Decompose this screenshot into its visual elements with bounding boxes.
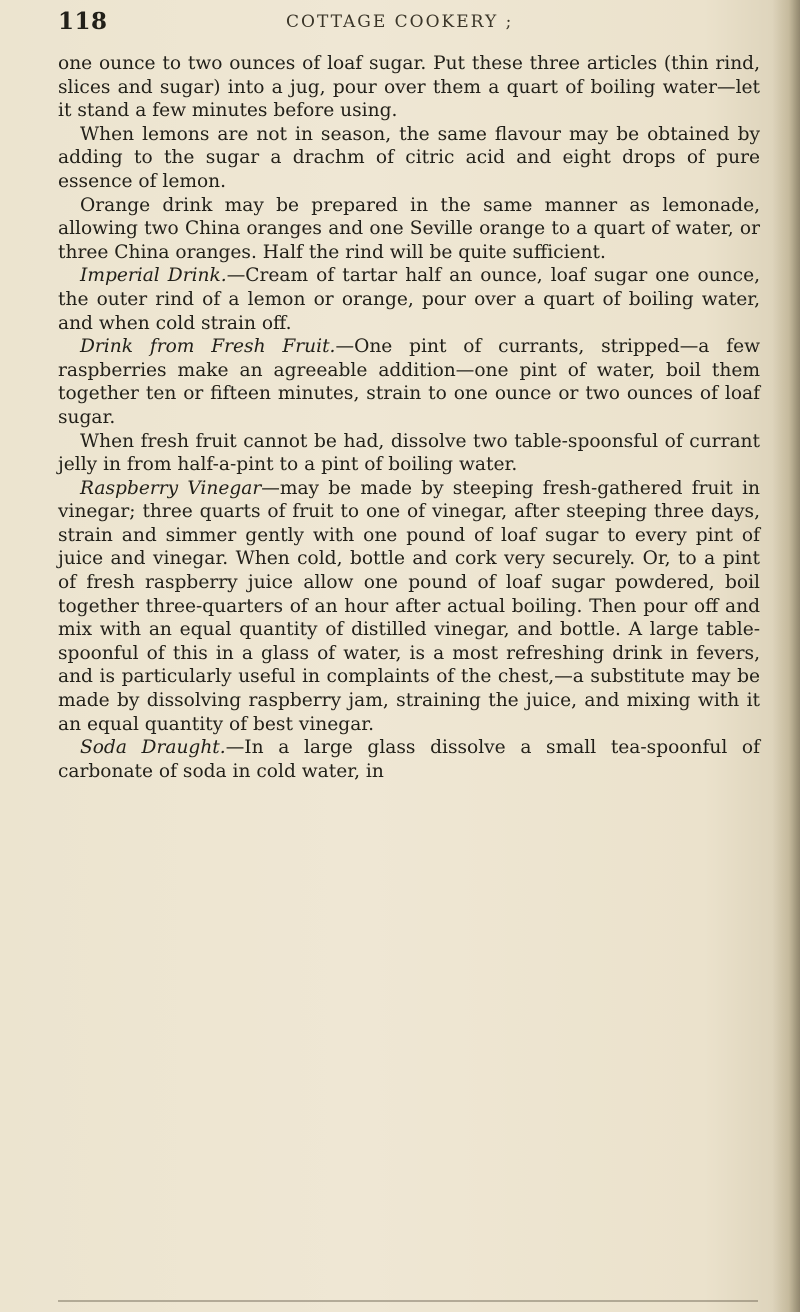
paragraph bbox=[58, 477, 760, 737]
paragraph bbox=[58, 123, 760, 194]
paragraph bbox=[58, 430, 760, 477]
paragraph bbox=[58, 52, 760, 123]
recipe-heading: Imperial Drink. bbox=[80, 265, 227, 287]
paragraph-text: —In a large glass dissolve a small tea-spoonful of carbonate of soda in cold water, in bbox=[58, 737, 761, 782]
paragraph-text: —Cream of tartar half an ounce, loaf sugar one ounce, the outer rind of a lemon or orange, pour over a quart of boiling water, and when cold strain off. bbox=[58, 265, 760, 334]
paragraph-text: one ounce to two ounces of loaf sugar. Put these three articles (thin rind, slices and sugar) into a jug, pour over them a quart of boiling water—let it stand a few minutes before using. bbox=[58, 53, 760, 122]
paragraph bbox=[58, 335, 760, 429]
page-number: 118 bbox=[58, 8, 108, 35]
paragraph-text: When fresh fruit cannot be had, dissolve two table-spoonsful of currant jelly in from half-a-pint to a pint of boiling water. bbox=[58, 430, 760, 476]
page-edge-shadow bbox=[772, 0, 800, 1312]
paragraph-text: —One pint of currants, stripped—a few raspberries make an agreeable addition—one pint of water, boil them together ten or fifteen minutes, strain to one ounce or two ounces of loaf sugar. bbox=[58, 336, 761, 428]
recipe-heading: Raspberry Vinegar bbox=[80, 477, 262, 499]
page-header bbox=[58, 8, 740, 42]
page-bottom-edge bbox=[58, 1300, 758, 1302]
body-text bbox=[58, 52, 760, 783]
paragraph bbox=[58, 194, 760, 265]
paragraph-text: When lemons are not in season, the same flavour may be obtained by adding to the sugar a drachm of citric acid and eight drops of pure essence of lemon. bbox=[58, 123, 760, 192]
paragraph bbox=[58, 264, 760, 335]
paragraph bbox=[58, 736, 760, 783]
recipe-heading: Soda Draught. bbox=[80, 737, 226, 759]
paragraph-text: Orange drink may be prepared in the same manner as lemonade, allowing two China oranges and one Seville orange to a quart of water, or three China oranges. Half the rind will be quite sufficient. bbox=[58, 194, 760, 263]
recipe-heading: Drink from Fresh Fruit. bbox=[80, 336, 336, 358]
paragraph-text: —may be made by steeping fresh-gathered fruit in vinegar; three quarts of fruit to one of vinegar, after steeping three days, strain and simmer gently with one pound of loaf sugar to every pint of juice and vinegar. When cold, bottle and cork very securely. Or, to a pint of fresh raspberry juice allow one pound of loaf sugar powdered, boil together three-quarters of an hour after actual boiling. Then pour off and mix with an equal quantity of distilled vinegar, and bottle. A large table-spoonful of this in a glass of water, is a most refreshing drink in fevers, and is particularly useful in complaints of the chest,—a substitute may be made by dissolving raspberry jam, straining the juice, and mixing with it an equal quantity of best vinegar. bbox=[58, 477, 760, 735]
running-head: COTTAGE COOKERY ; bbox=[286, 12, 514, 32]
